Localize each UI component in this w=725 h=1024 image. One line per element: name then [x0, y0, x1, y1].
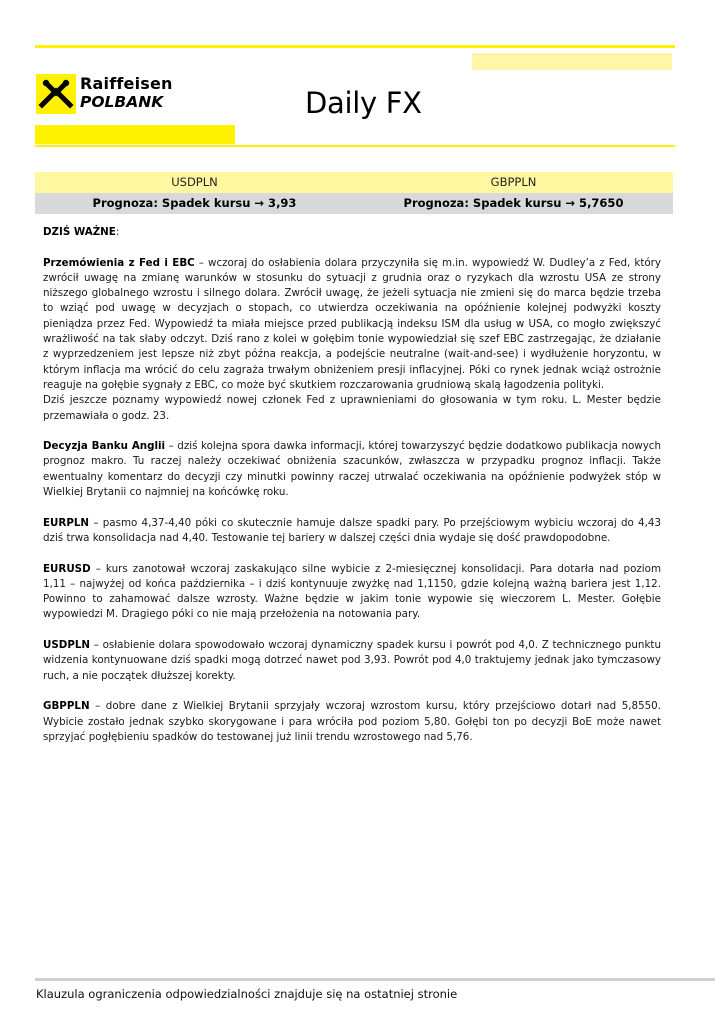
paragraph-lead: Przemówienia z Fed i EBC [43, 256, 195, 269]
paragraph-lead: EURUSD [43, 562, 91, 575]
forecast-usdpln: Prognoza: Spadek kursu → 3,93 [92, 196, 297, 210]
paragraph-gbppln [43, 699, 661, 745]
paragraph-lead: Decyzja Banku Anglii [43, 440, 166, 453]
header-bottom-rule [35, 145, 675, 147]
page-title: Daily FX [305, 86, 422, 120]
paragraph-usdpln [43, 638, 661, 684]
fx-table-forecast-row [35, 193, 673, 214]
paragraph-text: – dziś kolejna spora dawka informacji, której towarzyszyć będzie dodatkowo publikacja nowych prognoz makro. Tu raczej należy oczekiwać obniżenia szacunków, zwłaszcza w przypadku prognoz inflacji. Także ewentualny komentarz do decyzji czy minutki powinny raczej utrwalać oczekiwania na opóźnienie podwyżek stóp w Wielkiej Brytanii co najmniej na końcówkę roku. [43, 440, 661, 499]
disclaimer-note: Klauzula ograniczenia odpowiedzialności znajduje się na ostatniej stronie [36, 987, 458, 1001]
paragraph-text: – kurs zanotował wczoraj zaskakująco silne wybicie z 2-miesięcznej konsolidacji. Para dotarła nad poziom 1,11 – najwyżej od końca października – i dziś kontynuuje zwyżkę nad 1,1150, gdzie kolejną ważną bariera jest 1,12. Powinno to zahamować dalsze wzrosty. Ważne będzie w jakim tonie wypowie się wieczorem L. Mester. Gołębie wypowiedzi M. Dragiego póki co nie mają przełożenia na notowania pary. [43, 562, 661, 621]
paragraph-boe [43, 439, 661, 500]
pair-gbppln: GBPPLN [490, 175, 537, 189]
raiffeisen-polbank-logo [36, 74, 196, 114]
paragraph-fed-ecb-extra: Dziś jeszcze poznamy wypowiedź nowej członek Fed z uprawnieniami do głosowania w tym roku. L. Mester będzie przemawiała o godz. 23. [43, 394, 661, 422]
pair-usdpln: USDPLN [171, 175, 218, 189]
section-title: DZIŚ WAŻNE [43, 226, 116, 238]
header-top-rule [35, 45, 675, 48]
paragraph-lead: USDPLN [43, 639, 91, 652]
fx-forecast-table [35, 172, 673, 214]
fx-table-header-row [35, 172, 673, 193]
paragraph-text: – pasmo 4,37-4,40 póki co skutecznie hamuje dalsze spadki pary. Po przejściowym wybiciu wczoraj do 4,43 dziś trwa konsolidacja nad 4,40. Testowanie tej bariery w dalszej części dnia wydaje się dość prawdopodobne. [43, 516, 661, 544]
report-body [43, 225, 661, 745]
paragraph-lead: EURPLN [43, 516, 90, 529]
paragraph-text: – wczoraj do osłabienia dolara przyczyniła się m.in. wypowiedź W. Dudley’a z Fed, który zwrócił uwagę na zmianę warunków w stosunku do sytuacji z grudnia oraz o ryzykach dla wzrostu USA ze strony niższego globalnego wzrostu i silnego dolara. Zwrócił uwagę, że jeżeli sytuacja nie zmieni się do marca będzie trzeba to wziąć pod uwagę w decyzjach o stopach, co utwierdza oczekiwania na opóźnienie kolejnej podwyżki koszty pieniądza przez Fed. Wypowiedź ta miała miejsce przed publikacją indeksu ISM dla usług w USA, co mogło zwiększyć wrażliwość na tak słaby odczyt. Dziś rano z kolei w gołębim tonie wypowiedział się szef EBC zastrzegając, że działanie z wyprzedzeniem jest lepsze niż zbyt późna reakcja, a podejście neutralne (wait-and-see) i wydłużenie horyzontu, w którym inflacja ma wrócić do celu zagraża trwałym obniżeniem presji inflacyjnej. Póki co rynek jednak wciąż ostrożnie reaguje na gołębie sygnały z EBC, co może być skutkiem rozczarowania grudniową skalą łagodzenia polityki. [43, 256, 661, 391]
paragraph-eurpln [43, 516, 661, 547]
paragraph-text: – osłabienie dolara spowodowało wczoraj dynamiczny spadek kursu i powrót pod 4,0. Z technicznego punktu widzenia kontynuowane dziś spadki mogą dotrzeć nawet pod 3,93. Powrót pod 4,0 traktujemy jednak jako tymczasowy ruch, a nie początek dłuższej korekty. [43, 639, 661, 682]
section-heading [43, 225, 661, 240]
logo-wordmark-line2: POLBANK [80, 93, 164, 111]
header-accent-block [472, 53, 672, 70]
logo-wordmark-line1: Raiffeisen [80, 74, 173, 93]
section-title-suffix: : [115, 226, 120, 238]
paragraph-eurusd [43, 562, 661, 623]
paragraph-lead: GBPPLN [43, 700, 90, 713]
paragraph-fed-ecb [43, 256, 661, 394]
paragraph-text: – dobre dane z Wielkiej Brytanii sprzyjały wczoraj wzrostom kursu, który przejściowo dotarł nad 5,8550. Wybicie zostało jednak szybko skorygowane i para wróciła pod poziom 5,80. Gołębi ton po decyzji BoE może nawet sprzyjać pogłębieniu spadków do testowanej już linii trendu wzrostowego nad 5,76. [43, 700, 661, 743]
header-left-accent-block [35, 125, 235, 144]
forecast-gbppln: Prognoza: Spadek kursu → 5,7650 [403, 196, 624, 210]
gable-cross-logo-icon [36, 74, 76, 114]
footer-rule [35, 978, 715, 981]
